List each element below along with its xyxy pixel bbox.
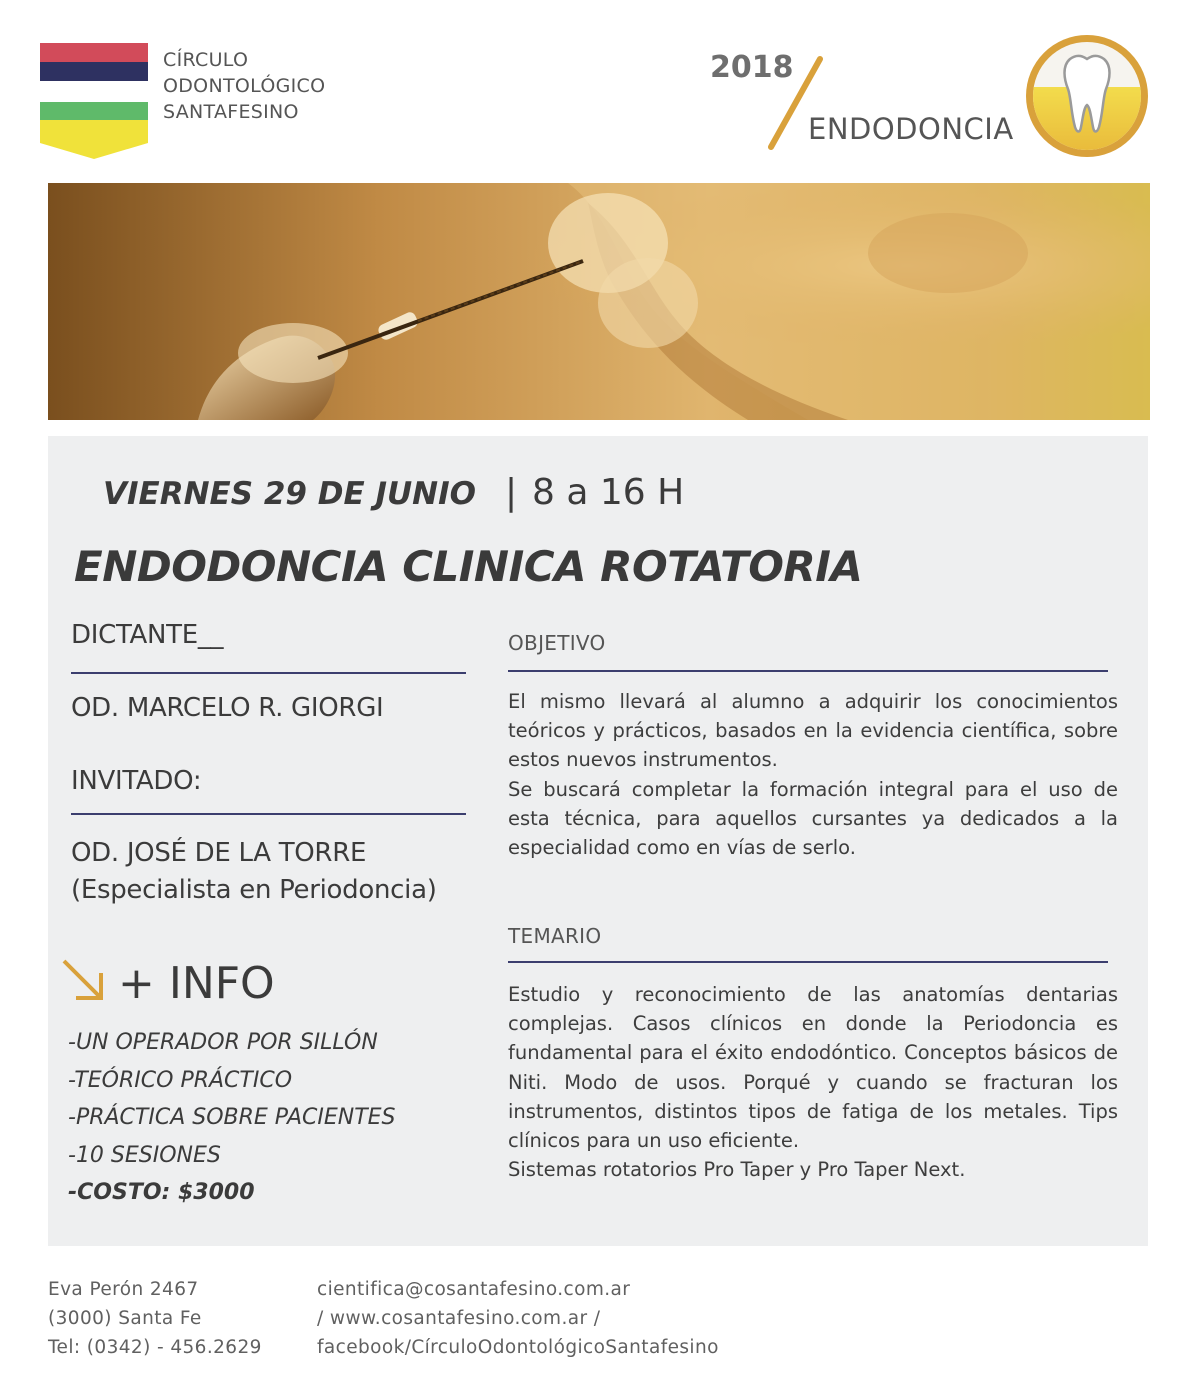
footer-facebook[interactable]: facebook/CírculoOdontológicoSantafesino (317, 1337, 719, 1358)
divider (71, 672, 466, 674)
temario-paragraph: Estudio y reconocimiento de las anatomías dentarias complejas. Casos clínicos en donde la Periodoncia es fundamental para el éxito endodóntico. Conceptos básicos de Niti. Modo de usos. Porqué y cuando se fracturan los instrumentos, distintos tipos de fatiga de los metales. Tips clínicos para un uso eficiente. (508, 983, 1118, 1153)
event-hours: 8 a 16 H (532, 472, 685, 513)
invitado-label: INVITADO: (71, 766, 202, 796)
footer-phone: Tel: (0342) - 456.2629 (48, 1337, 262, 1358)
info-item: -TEÓRICO PRÁCTICO (68, 1067, 293, 1093)
event-date: VIERNES 29 DE JUNIO (103, 476, 476, 512)
info-list (68, 1024, 396, 1212)
temario-heading: TEMARIO (508, 924, 602, 948)
footer-website[interactable]: / www.cosantafesino.com.ar / (317, 1308, 601, 1329)
org-name-line-2: ODONTOLÓGICO (163, 75, 326, 97)
info-item: -PRÁCTICA SOBRE PACIENTES (68, 1105, 396, 1130)
dictante-name: OD. MARCELO R. GIORGI (71, 693, 384, 723)
footer-street: Eva Perón 2467 (48, 1279, 199, 1300)
dental-procedure-image (48, 183, 1150, 420)
tooth-badge (1026, 35, 1148, 157)
objetivo-paragraph: El mismo llevará al alumno a adquirir los conocimientos teóricos y prácticos, basados en la evidencia científica, sobre estos nuevos instrumentos. (508, 690, 1118, 772)
shield-icon (40, 43, 148, 161)
arrow-icon (60, 957, 106, 1003)
tooth-icon (1026, 35, 1148, 157)
divider (508, 670, 1108, 672)
footer-contact (317, 1275, 719, 1362)
footer-address (48, 1275, 262, 1362)
divider (71, 813, 466, 815)
objetivo-paragraph: Se buscará completar la formación integral para el uso de esta técnica, para aquellos cursantes ya dedicados a la especialidad como en vías de serlo. (508, 777, 1118, 860)
org-name (163, 47, 325, 125)
footer-city: (3000) Santa Fe (48, 1308, 202, 1329)
info-item: -UN OPERADOR POR SILLÓN (68, 1030, 378, 1055)
event-separator: | (505, 472, 518, 513)
dictante-label: DICTANTE__ (71, 620, 224, 650)
org-name-line-3: SANTAFESINO (163, 101, 299, 123)
temario-paragraph: Sistemas rotatorios Pro Taper y Pro Taper Next. (508, 1158, 966, 1182)
objetivo-heading: OBJETIVO (508, 631, 606, 655)
invitado-name: OD. JOSÉ DE LA TORRE (71, 838, 367, 868)
objetivo-text (508, 687, 1118, 862)
year-label: 2018 (710, 50, 794, 85)
footer-email[interactable]: cientifica@cosantafesino.com.ar (317, 1279, 631, 1300)
info-heading: + INFO (118, 958, 275, 1009)
logo-shield (40, 43, 148, 161)
hero-photo (48, 183, 1150, 420)
topic-label: ENDODONCIA (808, 112, 1014, 146)
invitado-role: (Especialista en Periodoncia) (71, 875, 437, 905)
divider (508, 961, 1108, 963)
info-cost: -COSTO: $3000 (68, 1180, 255, 1205)
org-name-line-1: CÍRCULO (163, 49, 249, 71)
course-title: ENDODONCIA CLINICA ROTATORIA (74, 542, 863, 591)
temario-text (508, 980, 1118, 1184)
info-item: -10 SESIONES (68, 1142, 221, 1168)
